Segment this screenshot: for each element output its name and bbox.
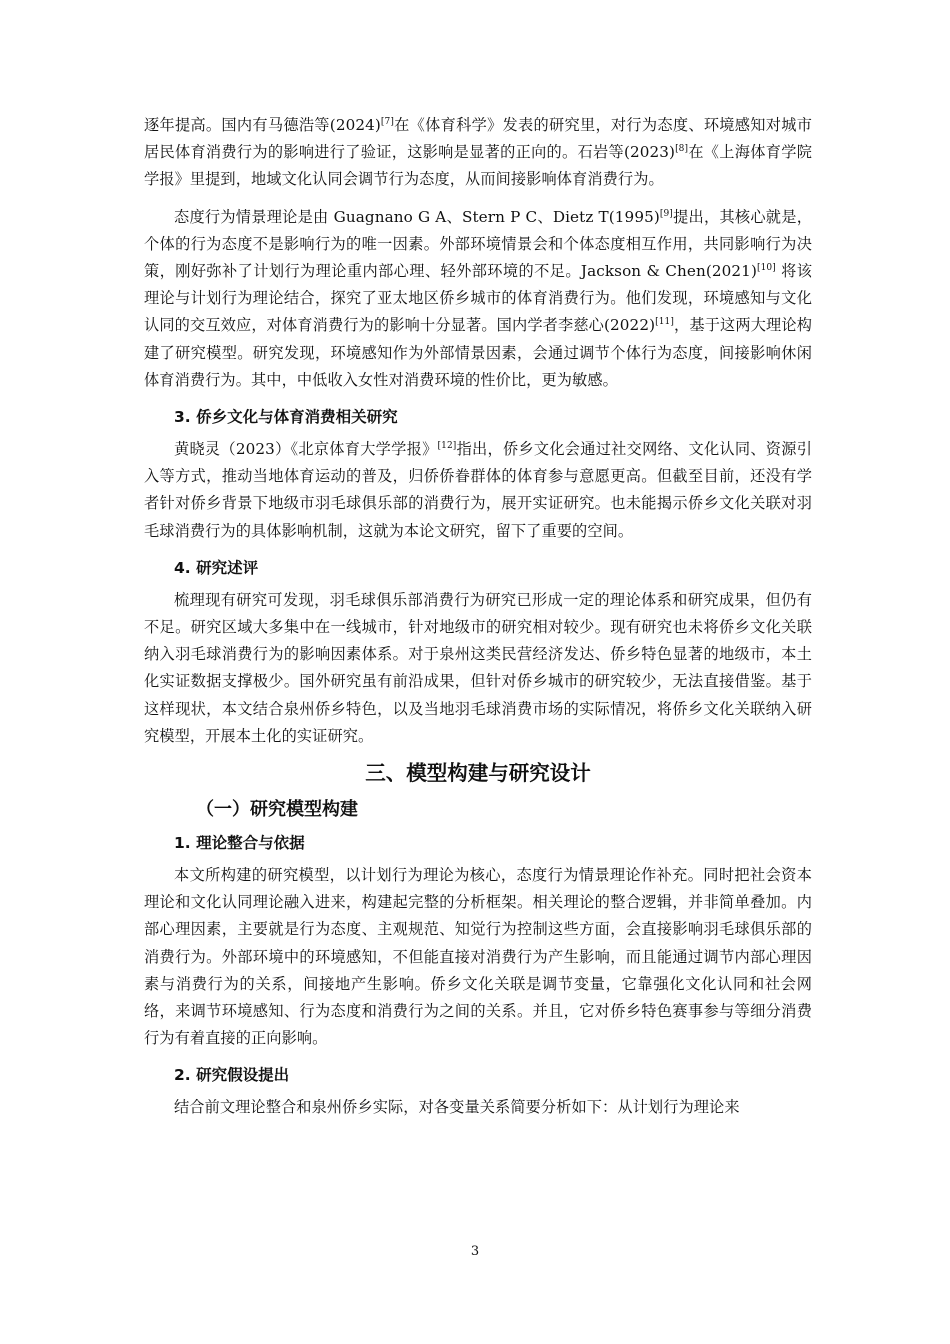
paragraph-theory-integration (144, 862, 812, 1052)
page-number: 3 (470, 1244, 480, 1259)
chapter-title: 三、模型构建与研究设计 (365, 761, 591, 786)
paragraph-prior-research (144, 112, 812, 194)
paragraph-text: 逐年提高。国内有马德浩等(2024)[7]在《体育科学》发表的研究里，对行为态度、环境感知对城市居民体育消费行为的影响进行了验证，这影响是显著的正向的。石岩等(2023)[8]在《上海体育学院学报》里提到，地域文化认同会调节行为态度，从而间接影响体育消费行为。 (144, 116, 812, 189)
paragraph-hypotheses (144, 1094, 812, 1121)
citation-ref: [7] (380, 117, 394, 127)
subheading-hypotheses: 2. 研究假设提出 (174, 1066, 290, 1085)
subheading-qiaoxiang-research: 3. 侨乡文化与体育消费相关研究 (174, 408, 398, 427)
citation-ref: [11] (655, 317, 674, 328)
document-body (144, 112, 812, 1132)
paragraph-text: 本文所构建的研究模型，以计划行为理论为核心，态度行为情景理论作补充。同时把社会资本理论和文化认同理论融入进来，构建起完整的分析框架。相关理论的整合逻辑，并非简单叠加。内部心理因素，主要就是行为态度、主观规范、知觉行为控制这些方面，会直接影响羽毛球俱乐部的消费行为。外部环境中的环境感知，不但能直接对消费行为产生影响，而且能通过调节内部心理因素与消费行为的关系，间接地产生影响。侨乡文化关联是调节变量，它靠强化文化认同和社会网络，来调节环境感知、行为态度和消费行为之间的关系。并且，它对侨乡特色赛事参与等细分消费行为有着直接的正向影响。 (144, 866, 812, 1048)
paragraph-abc-theory (144, 204, 812, 394)
paragraph-qiaoxiang-culture (144, 436, 812, 545)
subheading-theory-integration: 1. 理论整合与依据 (174, 834, 305, 853)
citation-ref: [12] (437, 441, 457, 452)
subheading-review: 4. 研究述评 (174, 558, 259, 577)
paragraph-text: 态度行为情景理论是由 Guagnano G A、Stern P C、Dietz T(1995)[9]提出，其核心就是，个体的行为态度不是影响行为的唯一因素。外部环境情景会和个体态度相互作用，共同影响行为决策，刚好弥补了计划行为理论重内部心理、轻外部环境的不足。Jackson & Chen(2021)[10] 将该理论与计划行为理论结合，探究了亚太地区侨乡城市的体育消费行为。他们发现，环境感知与文化认同的交互效应，对体育消费行为的影响十分显著。国内学者李慈心(2022)[11]，基于这两大理论构建了研究模型。研究发现，环境感知作为外部情景因素，会通过调节个体行为态度，间接影响休闲体育消费行为。其中，中低收入女性对消费环境的性价比，更为敏感。 (144, 207, 812, 389)
paragraph-text: 黄晓灵（2023）《北京体育大学学报》[12]指出，侨乡文化会通过社交网络、文化认同、资源引入等方式，推动当地体育运动的普及，归侨侨眷群体的体育参与意愿更高。但截至目前，还没有学者针对侨乡背景下地级市羽毛球俱乐部的消费行为，展开实证研究。也未能揭示侨乡文化关联对羽毛球消费行为的具体影响机制，这就为本论文研究，留下了重要的空间。 (144, 440, 812, 540)
paragraph-text: 梳理现有研究可发现，羽毛球俱乐部消费行为研究已形成一定的理论体系和研究成果，但仍有不足。研究区域大多集中在一线城市，针对地级市的研究相对较少。现有研究也未将侨乡文化关联纳入羽毛球消费行为的影响因素体系。对于泉州这类民营经济发达、侨乡特色显著的地级市，本土化实证数据支撑极少。国外研究虽有前沿成果，但针对侨乡城市的研究较少，无法直接借鉴。基于这样现状，本文结合泉州侨乡特色，以及当地羽毛球消费市场的实际情况，将侨乡文化关联纳入研究模型，开展本土化的实证研究。 (144, 590, 812, 745)
section-title: （一）研究模型构建 (196, 799, 358, 821)
paragraph-review (144, 587, 812, 750)
citation-ref: [8] (675, 144, 689, 155)
citation-ref: [9] (659, 208, 673, 219)
citation-ref: [10] (756, 263, 776, 274)
paragraph-text: 结合前文理论整合和泉州侨乡实际，对各变量关系简要分析如下：从计划行为理论来 (174, 1098, 740, 1117)
